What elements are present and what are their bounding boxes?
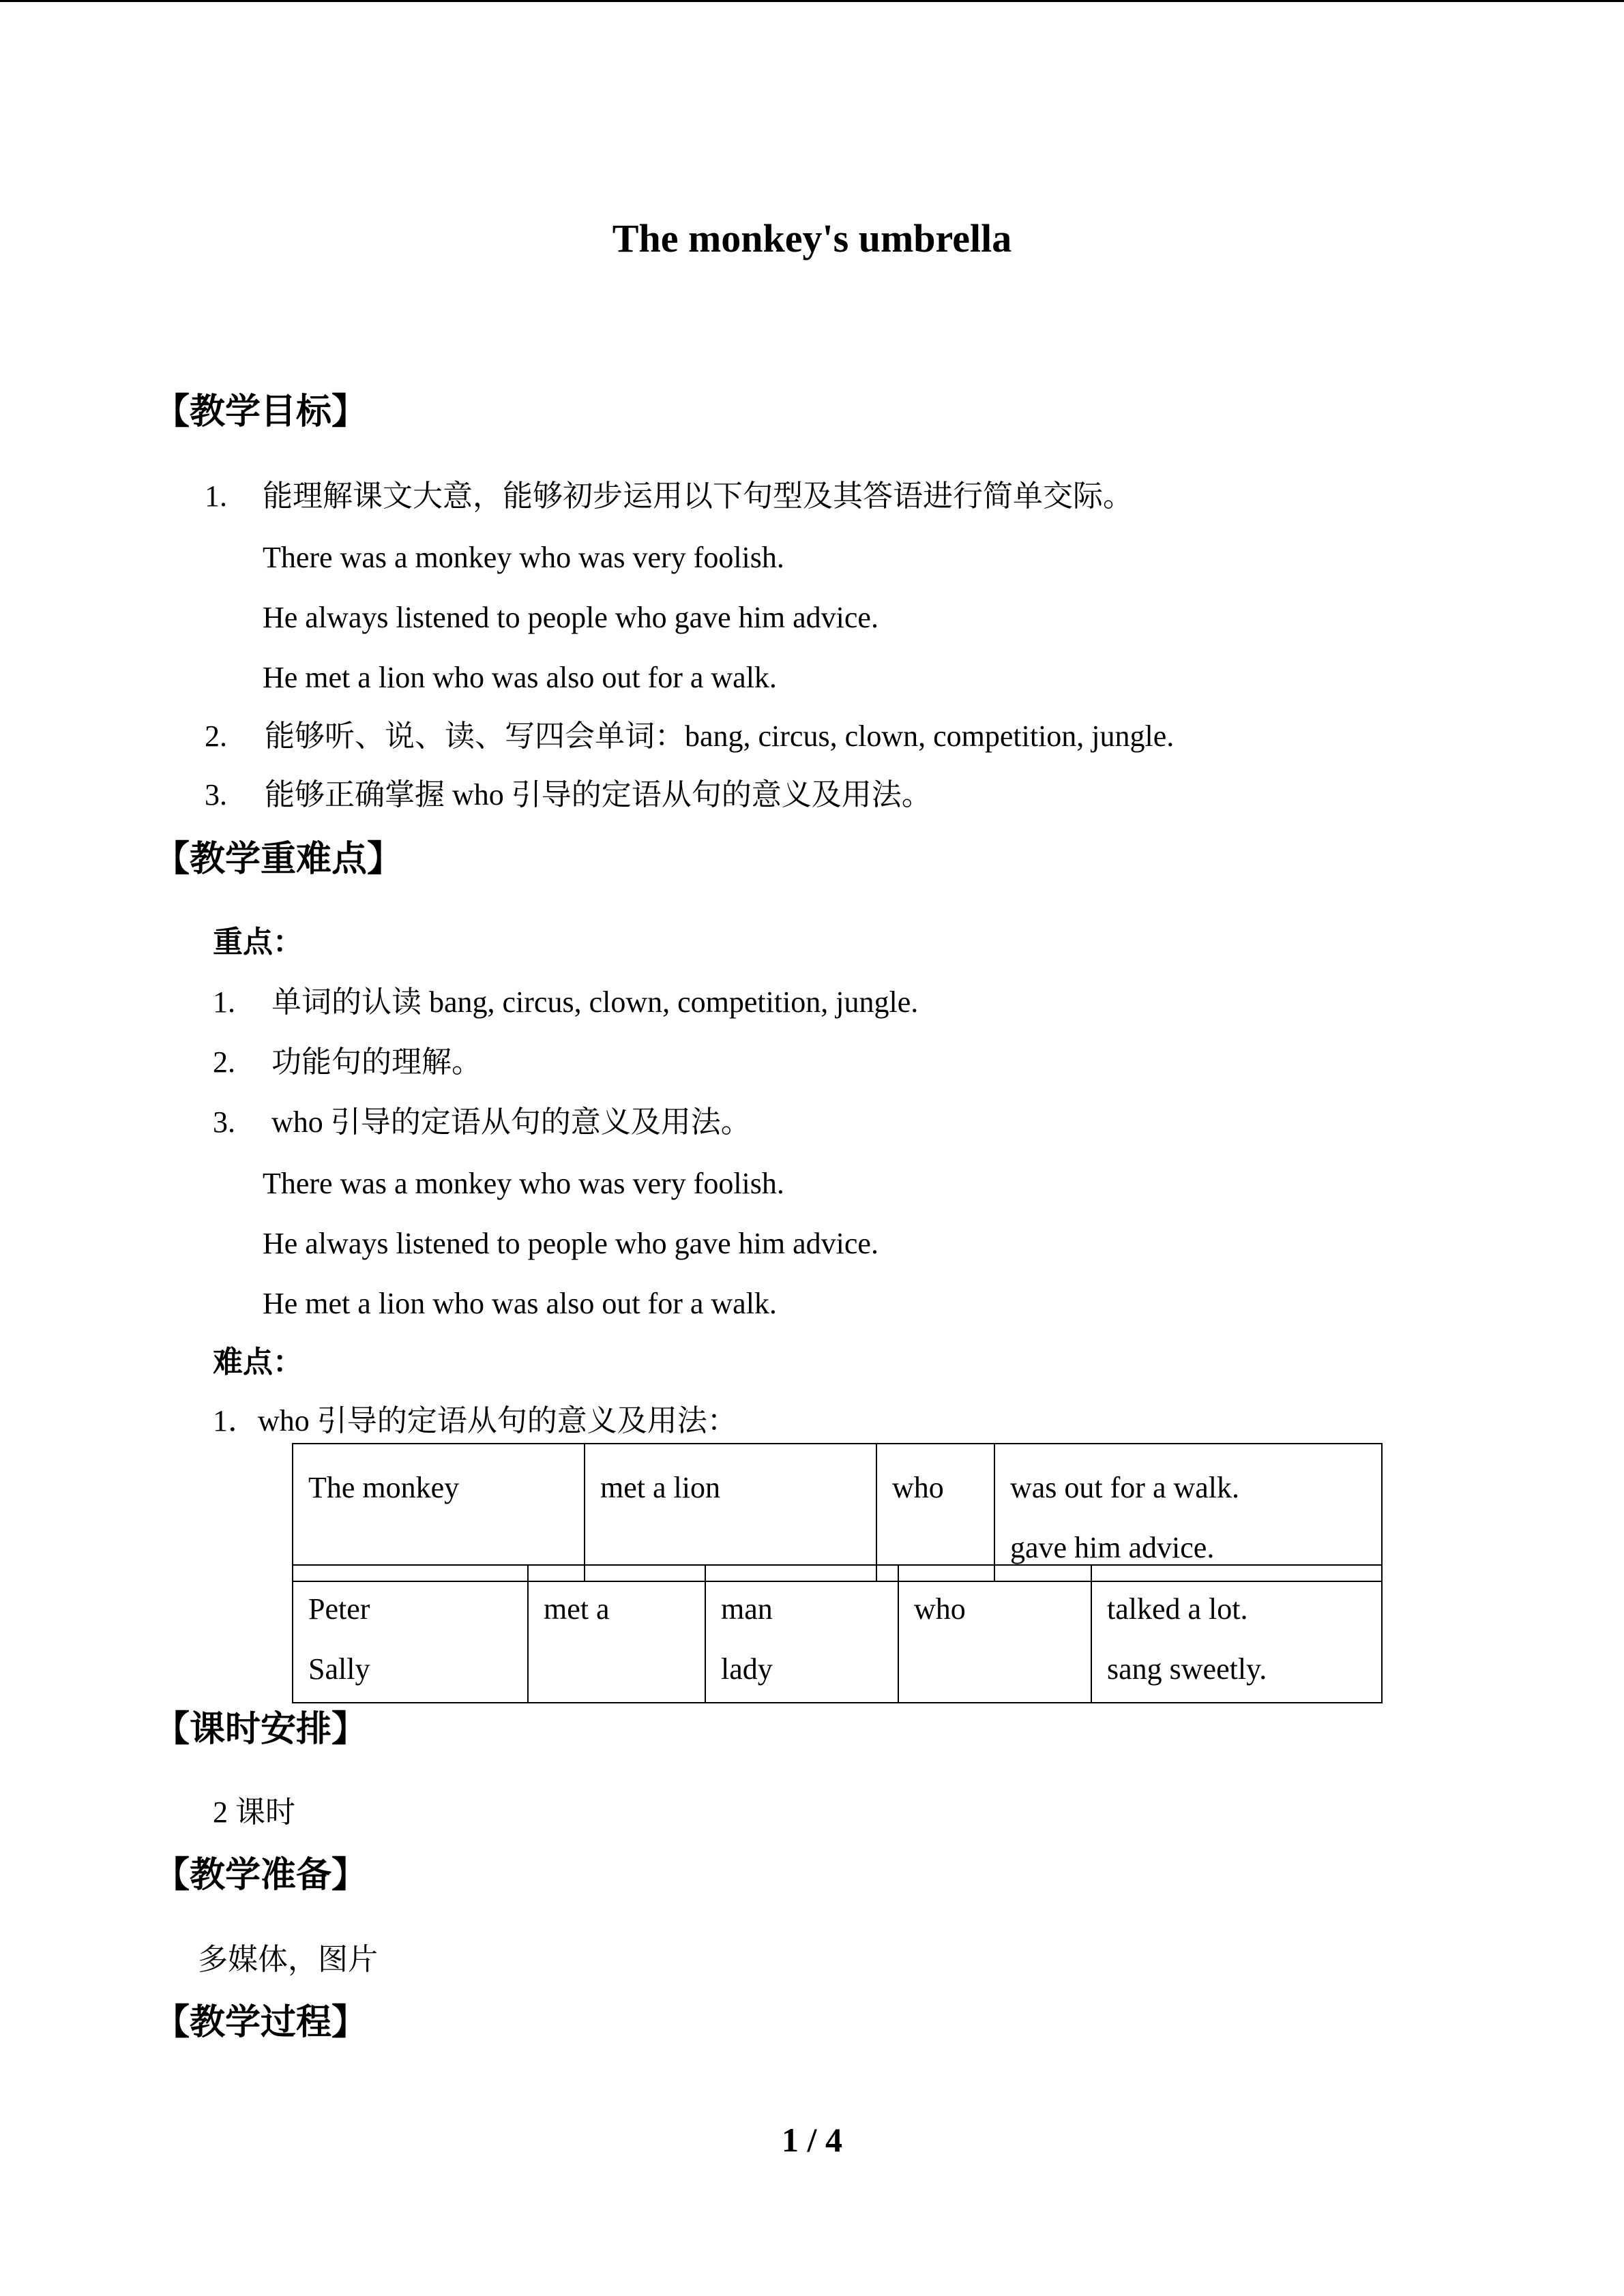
table-cell	[293, 1444, 585, 1581]
who-clause-table-2	[292, 1564, 1383, 1703]
objective-num-1: 1.	[205, 479, 227, 513]
heading-key-points: 【教学重难点】	[154, 840, 403, 879]
focus-text-2: 功能句的理解。	[271, 1045, 482, 1079]
cell-met-a: met a	[544, 1592, 610, 1626]
objective-text-2: 能够听、说、读、写四会单词：bang, circus, clown, competition, jungle.	[265, 719, 1175, 753]
focus-num-2: 2.	[213, 1045, 235, 1079]
focus-text-3: who 引导的定语从句的意义及用法。	[271, 1105, 751, 1139]
difficulty-item: 1．who 引导的定语从句的意义及用法：	[213, 1404, 737, 1437]
heading-preparation: 【教学准备】	[154, 1856, 368, 1895]
objective-num-2: 2.	[205, 719, 227, 753]
table-row	[293, 1565, 1382, 1703]
cell-name-b: Sally	[308, 1652, 370, 1686]
focus-num-1: 1.	[213, 985, 235, 1019]
document-title: The monkey's umbrella	[612, 216, 1012, 260]
table-cell	[994, 1444, 1382, 1581]
cell-noun-b: lady	[721, 1652, 773, 1686]
heading-process: 【教学过程】	[154, 2003, 368, 2042]
cell-name-a: Peter	[308, 1592, 370, 1626]
page-number: 1 / 4	[782, 2121, 842, 2159]
cell-clause-a: talked a lot.	[1107, 1592, 1248, 1626]
who-clause-table-1	[292, 1443, 1383, 1582]
cell-noun-a: man	[721, 1592, 773, 1626]
objective-num-3: 3.	[205, 778, 227, 811]
table-cell	[1091, 1565, 1382, 1703]
objective-text-3: 能够正确掌握 who 引导的定语从句的意义及用法。	[265, 778, 932, 811]
cell-who: who	[892, 1471, 944, 1504]
heading-objectives: 【教学目标】	[154, 393, 368, 432]
table-cell	[293, 1565, 528, 1703]
focus-sentence-2: He always listened to people who gave him advice.	[263, 1227, 879, 1260]
table-cell	[876, 1444, 994, 1581]
cell-clause-b: gave him advice.	[1010, 1531, 1215, 1564]
objective-sentence-3: He met a lion who was also out for a walk.	[263, 661, 777, 694]
heading-schedule: 【课时安排】	[154, 1710, 368, 1749]
focus-sentence-3: He met a lion who was also out for a walk.	[263, 1287, 777, 1320]
table-cell	[705, 1565, 898, 1703]
top-border	[0, 0, 1624, 2]
cell-who: who	[914, 1592, 966, 1626]
focus-num-3: 3.	[213, 1105, 235, 1139]
cell-verb-object: met a lion	[600, 1471, 720, 1504]
table-row	[293, 1444, 1382, 1581]
difficulty-label: 难点：	[213, 1345, 303, 1379]
preparation-text: 多媒体，图片	[198, 1943, 378, 1976]
cell-subject: The monkey	[308, 1471, 460, 1504]
focus-label: 重点：	[213, 925, 303, 959]
schedule-text: 2 课时	[213, 1795, 295, 1829]
focus-text-1: 单词的认读 bang, circus, clown, competition, jungle.	[271, 985, 919, 1019]
cell-clause-a: was out for a walk.	[1010, 1471, 1240, 1504]
table-cell	[898, 1565, 1091, 1703]
focus-sentence-1: There was a monkey who was very foolish.	[263, 1167, 784, 1200]
table-cell	[528, 1565, 705, 1703]
objective-text-1: 能理解课文大意，能够初步运用以下句型及其答语进行简单交际。	[263, 479, 1133, 513]
objective-sentence-2: He always listened to people who gave him advice.	[263, 601, 879, 634]
table-cell	[585, 1444, 876, 1581]
cell-clause-b: sang sweetly.	[1107, 1652, 1267, 1686]
objective-sentence-1: There was a monkey who was very foolish.	[263, 541, 784, 574]
